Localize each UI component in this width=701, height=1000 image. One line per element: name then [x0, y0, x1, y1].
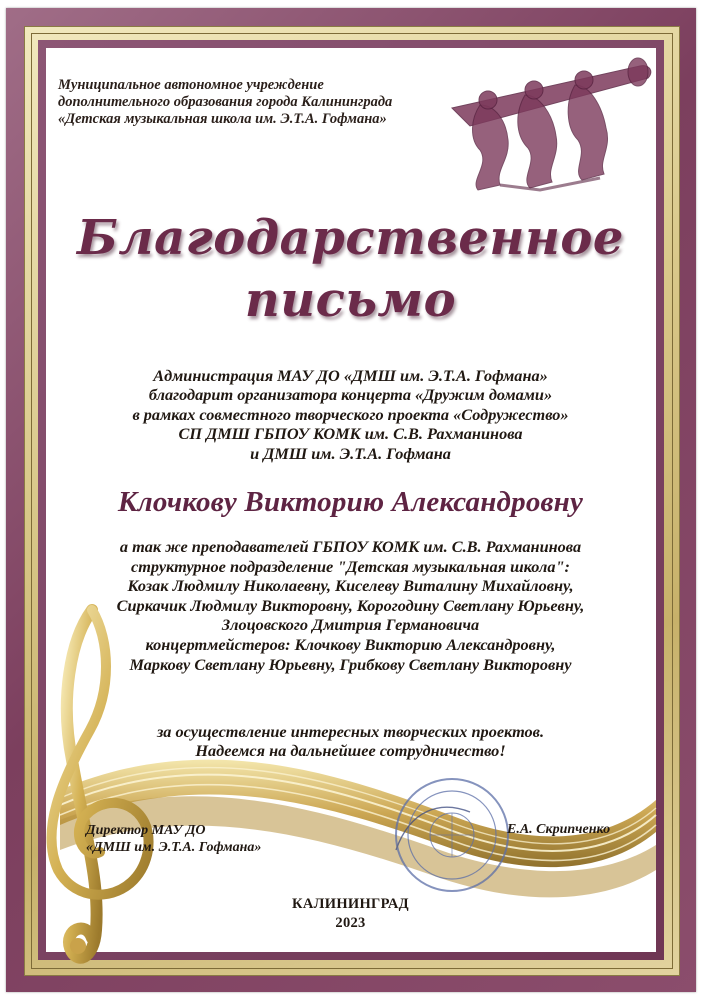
header-line-1: Муниципальное автономное учреждение: [58, 77, 324, 93]
staff-line: Козак Людмилу Николаевну, Киселеву Виталину Михайловну,: [127, 576, 574, 596]
intro-paragraph: [60, 366, 641, 463]
staff-line: структурное подразделение "Детская музыкальная школа":: [131, 556, 570, 576]
intro-line: в рамках совместного творческого проекта «Содружество»: [132, 404, 569, 424]
staff-line: Сиркачик Людмилу Викторовну, Корогодину Светлану Юрьевну,: [116, 595, 585, 615]
staff-line: а так же преподавателей ГБПОУ КОМК им. С.В. Рахманинова: [119, 537, 582, 556]
signer-name: Е.А. Скрипченко: [507, 822, 611, 837]
staff-line: Злоцовского Дмитрия Германовича: [221, 615, 480, 635]
recipient-name: Клочкову Викторию Александровну: [117, 486, 584, 518]
footer-city: КАЛИНИНГРАД: [292, 896, 409, 912]
header-line-2: дополнительного образования города Калининграда: [58, 94, 393, 110]
closing-line: Надеемся на дальнейшее сотрудничество!: [195, 741, 506, 761]
title-line-1: Благодарственное: [77, 210, 624, 266]
footer: [0, 895, 701, 933]
director-title: Директор МАУ ДО: [86, 823, 206, 838]
intro-line: Администрация МАУ ДО «ДМШ им. Э.Т.А. Гофмана»: [153, 366, 548, 385]
pipers-illustration: [452, 58, 651, 190]
intro-line: и ДМШ им. Э.Т.А. Гофмана: [250, 443, 451, 463]
footer-year: 2023: [335, 915, 366, 931]
staff-paragraph: [60, 537, 641, 674]
staff-line: концертмейстеров: Клочкову Викторию Александровну,: [145, 634, 556, 654]
intro-line: СП ДМШ ГБПОУ КОМК им. С.В. Рахманинова: [178, 424, 523, 444]
staff-line: Маркову Светлану Юрьевну, Грибкову Светлану Викторовну: [129, 654, 572, 674]
director-org: «ДМШ им. Э.Т.А. Гофмана»: [86, 840, 262, 855]
title-line-2: письмо: [244, 272, 457, 328]
intro-line: благодарит организатора концерта «Дружим домами»: [148, 385, 553, 405]
director-position: [86, 822, 261, 856]
closing-paragraph: [60, 722, 641, 761]
closing-line: за осуществление интересных творческих проектов.: [156, 722, 545, 741]
institution-header: [58, 77, 458, 128]
header-line-3: «Детская музыкальная школа им. Э.Т.А. Гофмана»: [58, 111, 387, 127]
